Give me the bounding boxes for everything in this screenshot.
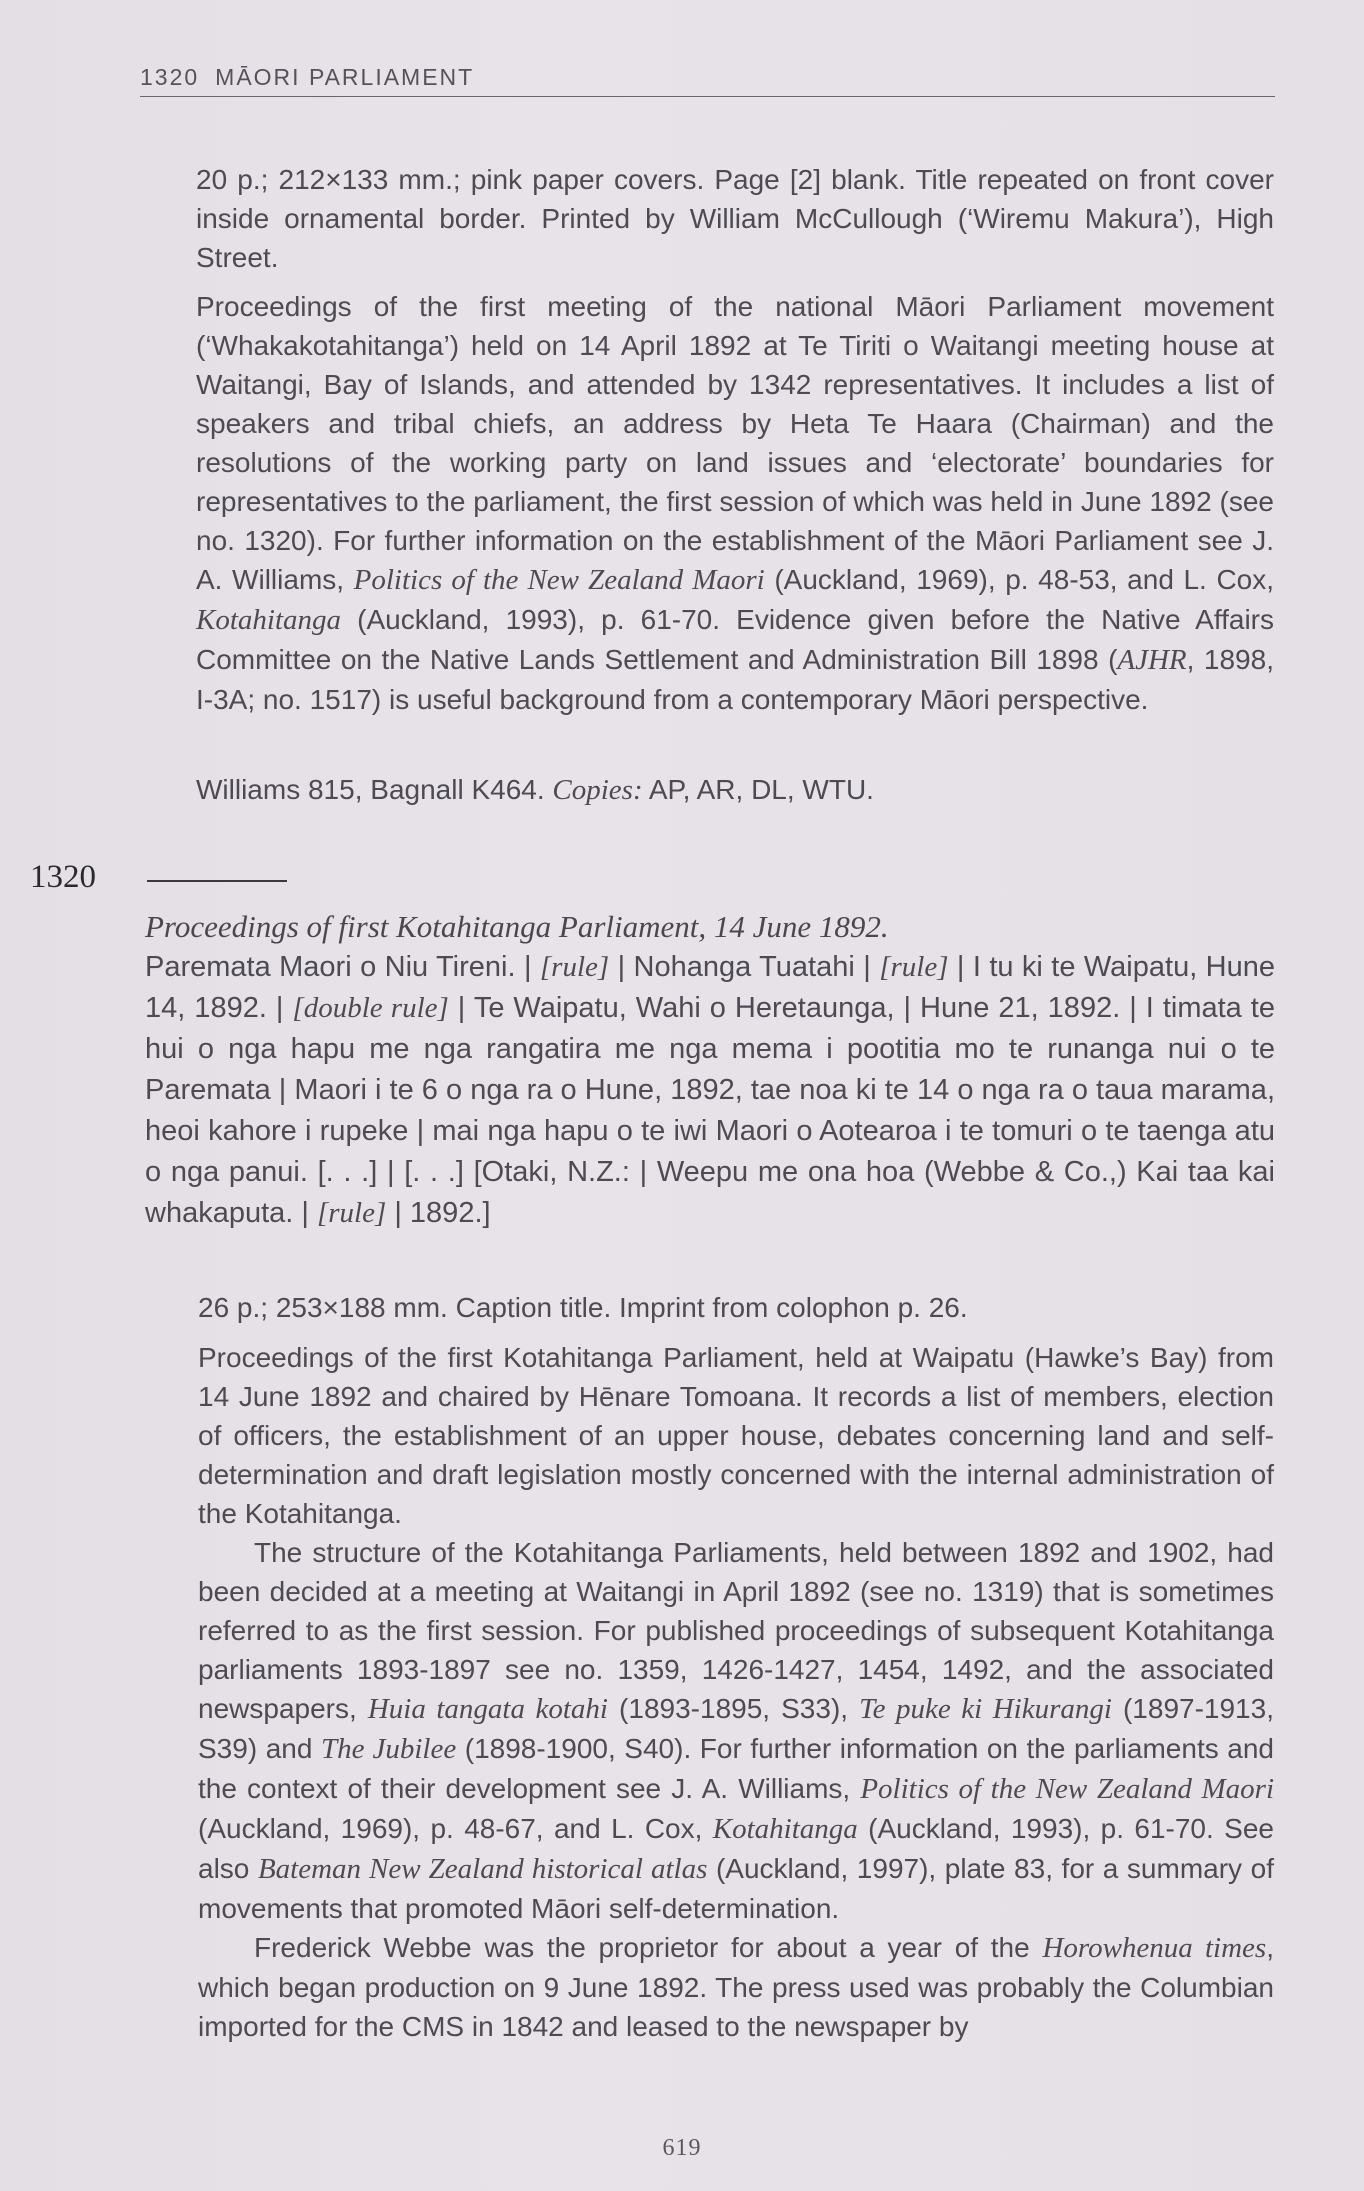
running-header xyxy=(140,60,1275,97)
prev-entry-physical-description: 20 p.; 212×133 mm.; pink paper covers. Page [2] blank. Title repeated on front cover inside ornamental border. Printed by William McCullough (‘Wiremu Makura’), High Street. xyxy=(196,164,1274,273)
entry-transcription: Paremata Maori o Niu Tireni. | [rule] | Nohanga Tuatahi | [rule] | I tu ki te Waipatu, Hune 14, 1892. | [double rule] | Te Waipatu, Wahi o Heretaunga, | Hune 21, 1892. | I timata te hui o nga hapu me nga rangatira me nga mema i pootitia mo te runanga nui o te Paremata | Maori i te 6 o nga ra o Hune, 1892, tae noa ki te 14 o nga ra o taua marama, heoi kahore i rupeke | mai nga hapu o te iwi Maori o Aotearoa i te tomuri o te taenga atu o nga panui. [. . .] | [. . .] [Otaki, N.Z.: | Weepu me ona hoa (Webbe & Co.,) Kai taa kai whakaputa. | [rule] | 1892.] xyxy=(145,951,1275,1229)
prev-entry-note: Proceedings of the first meeting of the national Māori Parliament movement (‘Whakakotahitanga’) held on 14 April 1892 at Te Tiriti o Waitangi meeting house at Waitangi, Bay of Islands, and attended by 1342 representatives. It includes a list of speakers and tribal chiefs, an address by Heta Te Haara (Chairman) and the resolutions of the working party on land issues and ‘electorate’ boundaries for representatives to the parliament, the first session of which was held in June 1892 (see no. 1320). For further information on the establishment of the Māori Parliament see J. A. Williams, Politics of the New Zealand Maori (Auckland, 1969), p. 48-53, and L. Cox, Kotahitanga (Auckland, 1993), p. 61-70. Evidence given before the Native Affairs Committee on the Native Lands Settlement and Administration Bill 1898 (AJHR, 1898, I-3A; no. 1517) is useful background from a contemporary Māori perspective. xyxy=(196,291,1275,715)
entry-number: 1320 xyxy=(30,859,96,895)
entry-notes xyxy=(198,1338,1274,2046)
prev-entry-references: Williams 815, Bagnall K464. Copies: AP, AR, DL, WTU. xyxy=(196,774,874,806)
header-running-title: MĀORI PARLIAMENT xyxy=(215,64,475,90)
entry-physical-description: 26 p.; 253×188 mm. Caption title. Imprint from colophon p. 26. xyxy=(198,1292,968,1323)
entry-note-paragraph: Proceedings of the first Kotahitanga Parliament, held at Waipatu (Hawke’s Bay) from 14 June 1892 and chaired by Hēnare Tomoana. It records a list of members, election of officers, the establishment of an upper house, debates concerning land and self-determination and draft legislation mostly concerned with the internal administration of the Kotahitanga. xyxy=(198,1342,1274,1529)
entry-note-paragraph: Frederick Webbe was the proprietor for about a year of the Horowhenua times, which began production on 9 June 1892. The press used was probably the Columbian imported for the CMS in 1842 and leased to the newspaper by xyxy=(198,1932,1274,2042)
folio-page-number: 619 xyxy=(662,2135,702,2161)
entry-title: Proceedings of first Kotahitanga Parliament, 14 June 1892. xyxy=(145,909,889,944)
entry-note-paragraph: The structure of the Kotahitanga Parliaments, held between 1892 and 1902, had been decided at a meeting at Waitangi in April 1892 (see no. 1319) that is sometimes referred to as the first session. For published proceedings of subsequent Kotahitanga parliaments 1893-1897 see no. 1359, 1426-1427, 1454, 1492, and the associated newspapers, Huia tangata kotahi (1893-1895, S33), Te puke ki Hikurangi (1897-1913, S39) and The Jubilee (1898-1900, S40). For further information on the parliaments and the context of their development see J. A. Williams, Politics of the New Zealand Maori (Auckland, 1969), p. 48-67, and L. Cox, Kotahitanga (Auckland, 1993), p. 61-70. See also Bateman New Zealand historical atlas (Auckland, 1997), plate 83, for a summary of movements that promoted Māori self-determination. xyxy=(198,1537,1274,1924)
author-dash-rule xyxy=(147,880,287,882)
header-page-number: 1320 xyxy=(140,64,200,90)
